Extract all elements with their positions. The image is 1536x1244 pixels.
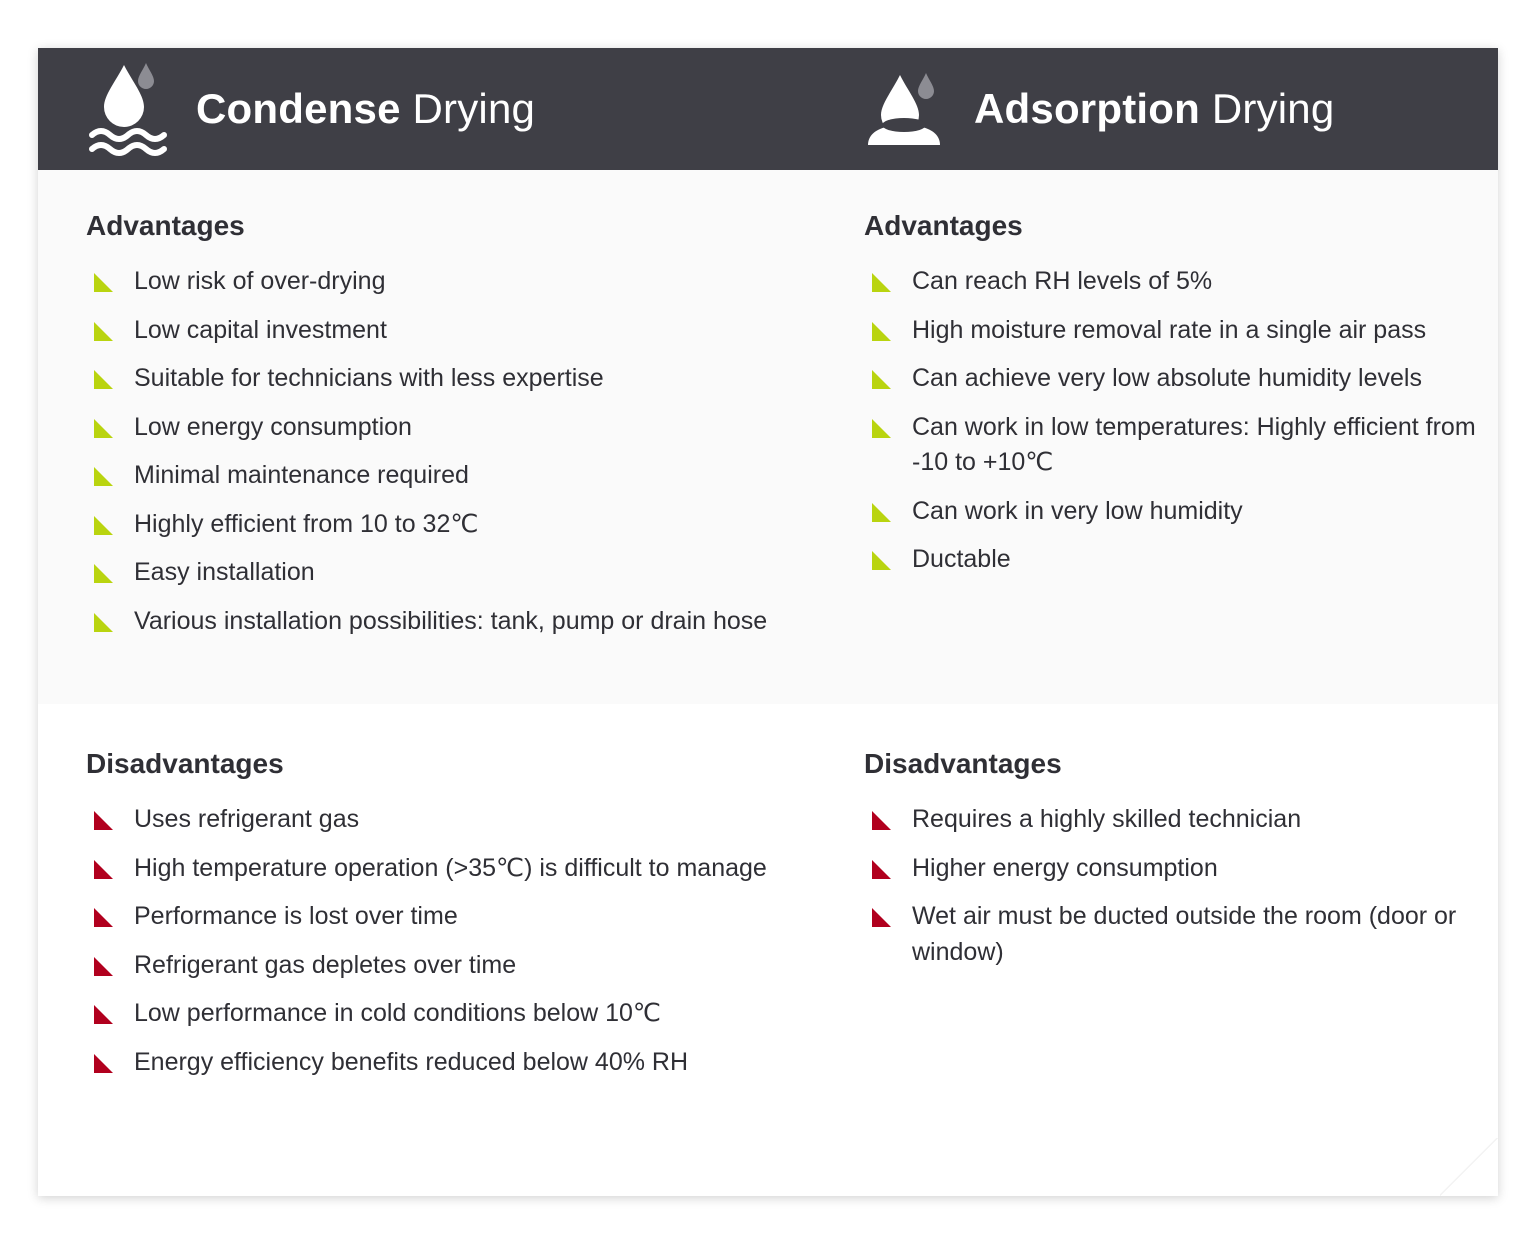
header-title-rest-adsorption: Drying xyxy=(1199,85,1335,132)
disadvantages-heading-condense: Disadvantages xyxy=(86,748,284,779)
list-item-text: Low energy consumption xyxy=(134,412,412,441)
list-item-text: High temperature operation (>35℃) is difficult to manage xyxy=(134,853,767,882)
arrow-bullet-icon xyxy=(94,564,113,583)
arrow-bullet-icon xyxy=(94,1054,113,1073)
list-item-text: High moisture removal rate in a single air pass xyxy=(912,315,1427,344)
list-item xyxy=(86,802,818,838)
card-header xyxy=(38,48,1498,170)
list-item-text: Can work in low temperatures: Highly efficient from -10 to +10℃ xyxy=(912,412,1476,476)
list-item xyxy=(864,542,1498,578)
header-title-bold-condense: Condense xyxy=(196,85,401,132)
list-item xyxy=(86,313,818,349)
disadvantages-list-adsorption xyxy=(864,802,1498,970)
list-item xyxy=(86,996,818,1032)
arrow-bullet-icon xyxy=(94,516,113,535)
list-item xyxy=(864,264,1498,300)
advantages-condense xyxy=(38,210,818,652)
arrow-bullet-icon xyxy=(872,908,891,927)
card-body xyxy=(38,170,1498,1133)
list-item xyxy=(86,555,818,591)
header-column-adsorption xyxy=(818,48,1498,170)
list-item xyxy=(86,948,818,984)
list-item xyxy=(864,410,1498,481)
header-title-condense xyxy=(196,85,535,133)
list-item-text: Low capital investment xyxy=(134,315,387,344)
arrow-bullet-icon xyxy=(872,860,891,879)
list-item-text: Can work in very low humidity xyxy=(912,496,1243,525)
list-item xyxy=(86,361,818,397)
arrow-bullet-icon xyxy=(94,613,113,632)
header-title-adsorption xyxy=(974,85,1334,133)
arrow-bullet-icon xyxy=(94,370,113,389)
list-item xyxy=(86,410,818,446)
disadvantages-list-condense xyxy=(86,802,818,1080)
advantages-section xyxy=(38,170,1498,704)
header-column-condense xyxy=(38,48,818,170)
list-item xyxy=(86,264,818,300)
arrow-bullet-icon xyxy=(94,957,113,976)
list-item xyxy=(86,604,818,640)
arrow-bullet-icon xyxy=(94,1005,113,1024)
advantages-list-condense xyxy=(86,264,818,639)
list-item-text: Performance is lost over time xyxy=(134,902,458,930)
header-title-bold-adsorption: Adsorption xyxy=(974,85,1200,132)
list-item-text: Suitable for technicians with less expertise xyxy=(134,364,604,392)
list-item xyxy=(864,494,1498,530)
advantages-adsorption xyxy=(818,210,1498,652)
disadvantages-section xyxy=(38,704,1498,1133)
arrow-bullet-icon xyxy=(872,503,891,522)
header-title-rest-condense: Drying xyxy=(400,85,536,132)
list-item xyxy=(86,899,818,935)
list-item-text: Ductable xyxy=(912,545,1011,573)
advantages-heading-condense: Advantages xyxy=(86,210,245,241)
arrow-bullet-icon xyxy=(872,811,891,830)
list-item-text: Wet air must be ducted outside the room (door or window) xyxy=(912,902,1457,966)
list-item xyxy=(864,361,1498,397)
arrow-bullet-icon xyxy=(94,811,113,830)
list-item xyxy=(864,802,1498,838)
list-item xyxy=(86,458,818,494)
list-item-text: Can achieve very low absolute humidity levels xyxy=(912,364,1422,392)
arrow-bullet-icon xyxy=(94,419,113,438)
arrow-bullet-icon xyxy=(872,322,891,341)
disadvantages-condense xyxy=(38,748,818,1093)
list-item xyxy=(86,507,818,543)
arrow-bullet-icon xyxy=(872,551,891,570)
disadvantages-heading-adsorption: Disadvantages xyxy=(864,748,1062,779)
arrow-bullet-icon xyxy=(94,467,113,486)
list-item xyxy=(864,851,1498,887)
list-item-text: Highly efficient from 10 to 32℃ xyxy=(134,509,479,538)
arrow-bullet-icon xyxy=(94,908,113,927)
arrow-bullet-icon xyxy=(94,860,113,879)
list-item-text: Easy installation xyxy=(134,558,315,586)
list-item-text: Refrigerant gas depletes over time xyxy=(134,950,517,979)
arrow-bullet-icon xyxy=(94,322,113,341)
arrow-bullet-icon xyxy=(872,419,891,438)
list-item-text: Higher energy consumption xyxy=(912,853,1218,882)
list-item-text: Minimal maintenance required xyxy=(134,461,469,489)
arrow-bullet-icon xyxy=(872,273,891,292)
list-item-text: Energy efficiency benefits reduced below 40% RH xyxy=(134,1047,689,1076)
list-item xyxy=(86,1045,818,1081)
list-item-text: Can reach RH levels of 5% xyxy=(912,267,1213,295)
list-item xyxy=(864,899,1498,970)
list-item xyxy=(864,313,1498,349)
comparison-card xyxy=(38,48,1498,1196)
list-item-text: Low performance in cold conditions below 10℃ xyxy=(134,999,661,1027)
advantages-heading-adsorption: Advantages xyxy=(864,210,1023,241)
water-drop-dish-icon xyxy=(864,59,948,159)
advantages-list-adsorption xyxy=(864,264,1498,578)
list-item xyxy=(86,851,818,887)
page-fold-triangle xyxy=(1440,1138,1498,1196)
list-item-text: Low risk of over-drying xyxy=(134,267,386,295)
disadvantages-adsorption xyxy=(818,748,1498,1093)
water-drop-waves-icon xyxy=(86,59,170,159)
list-item-text: Uses refrigerant gas xyxy=(134,805,360,833)
list-item-text: Requires a highly skilled technician xyxy=(912,805,1302,833)
list-item-text: Various installation possibilities: tank, pump or drain hose xyxy=(134,606,768,635)
arrow-bullet-icon xyxy=(872,370,891,389)
arrow-bullet-icon xyxy=(94,273,113,292)
